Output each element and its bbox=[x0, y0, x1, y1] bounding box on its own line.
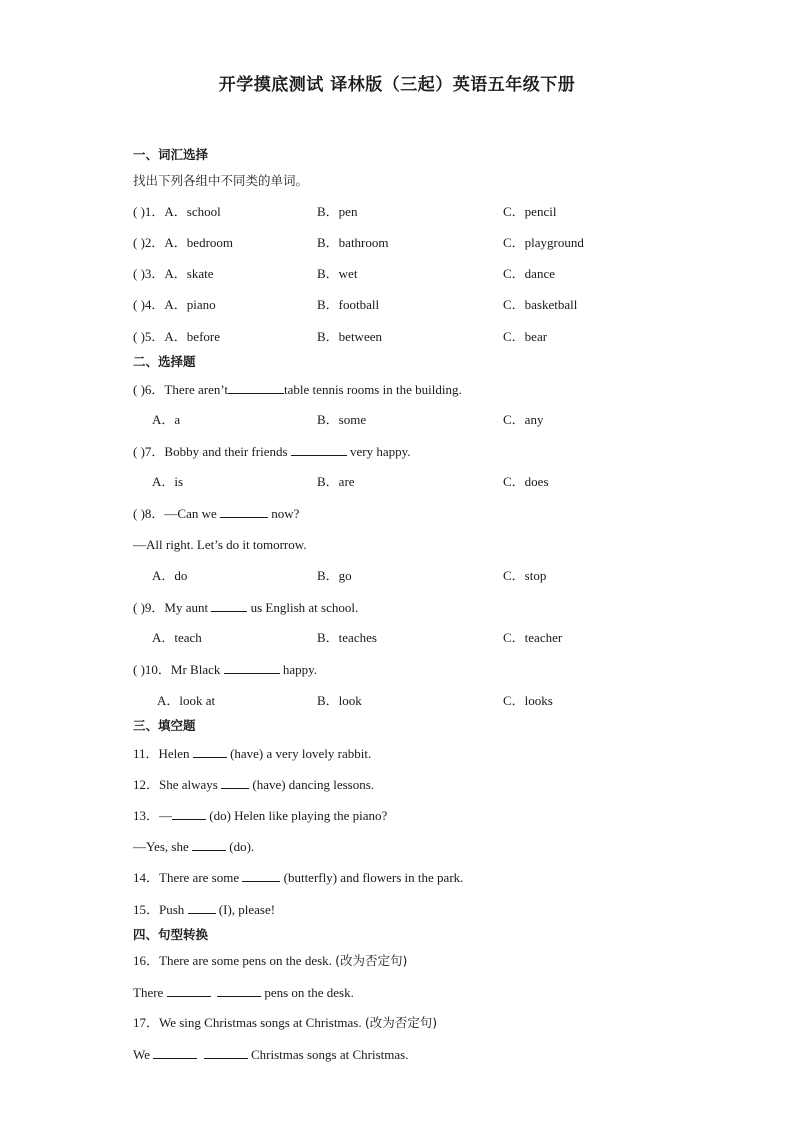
question-2-option-b: B．bathroom bbox=[317, 235, 389, 250]
question-17-answer-pre: We bbox=[133, 1047, 154, 1062]
question-8-option-a: A．do bbox=[152, 568, 188, 583]
question-16-answer-line bbox=[133, 984, 354, 1001]
question-6-option-c: C．any bbox=[503, 412, 544, 427]
question-8-post: now? bbox=[268, 506, 300, 521]
question-3-option-b: B．wet bbox=[317, 266, 358, 281]
question-14-post: (butterfly) and flowers in the park. bbox=[280, 870, 464, 885]
question-10-option-a: A．look at bbox=[157, 693, 216, 708]
answer-blank[interactable] bbox=[172, 807, 206, 820]
section-heading-vocabulary: 一、词汇选择 bbox=[133, 147, 209, 162]
question-9-post: us English at school. bbox=[247, 600, 359, 615]
answer-blank[interactable] bbox=[242, 869, 280, 882]
answer-blank[interactable] bbox=[192, 838, 226, 851]
question-16 bbox=[133, 953, 407, 969]
answer-blank[interactable] bbox=[224, 661, 280, 674]
question-8-option-c: C．stop bbox=[503, 568, 547, 583]
question-1-stem: ( )1．A．school bbox=[133, 204, 221, 219]
question-6-option-b: B．some bbox=[317, 412, 367, 427]
question-14-pre: 14．There are some bbox=[133, 870, 243, 885]
question-8 bbox=[133, 505, 299, 522]
question-12-post: (have) dancing lessons. bbox=[249, 777, 375, 792]
question-10-post: happy. bbox=[279, 662, 318, 677]
question-2-option-c: C．playground bbox=[503, 235, 584, 250]
question-9-option-c: C．teacher bbox=[503, 630, 563, 645]
question-16-answer-post: pens on the desk. bbox=[261, 985, 354, 1000]
question-5-option-c: C．bear bbox=[503, 329, 548, 344]
answer-blank[interactable] bbox=[211, 599, 247, 612]
question-8-pre: ( )8．—Can we bbox=[133, 506, 221, 521]
question-11 bbox=[133, 745, 371, 762]
question-7-pre: ( )7．Bobby and their friends bbox=[133, 444, 291, 459]
question-6-post: table tennis rooms in the building. bbox=[284, 382, 462, 397]
question-5-option-b: B．between bbox=[317, 329, 382, 344]
question-8-reply: —All right. Let’s do it tomorrow. bbox=[133, 537, 307, 552]
answer-blank[interactable] bbox=[228, 381, 284, 394]
question-13-post: (do) Helen like playing the piano? bbox=[206, 808, 388, 823]
question-6-option-a: A．a bbox=[152, 412, 181, 427]
question-13-reply-pre: —Yes, she bbox=[133, 839, 192, 854]
question-10 bbox=[133, 661, 317, 678]
question-13 bbox=[133, 807, 387, 824]
question-4-option-c: C．basketball bbox=[503, 297, 578, 312]
answer-blank[interactable] bbox=[153, 1046, 197, 1059]
question-16-text: 16．There are some pens on the desk. bbox=[133, 953, 336, 968]
question-4-stem: ( )4．A．piano bbox=[133, 297, 216, 312]
answer-blank[interactable] bbox=[220, 505, 268, 518]
question-13-reply bbox=[133, 838, 254, 855]
question-1-option-c: C．pencil bbox=[503, 204, 557, 219]
question-10-option-c: C．looks bbox=[503, 693, 553, 708]
question-14 bbox=[133, 869, 463, 886]
question-10-option-b: B．look bbox=[317, 693, 362, 708]
section-heading-choice: 二、选择题 bbox=[133, 354, 196, 369]
question-9-option-b: B．teaches bbox=[317, 630, 377, 645]
question-13-pre: 13．— bbox=[133, 808, 173, 823]
answer-blank[interactable] bbox=[193, 745, 227, 758]
question-12 bbox=[133, 776, 374, 793]
answer-blank[interactable] bbox=[188, 901, 216, 914]
question-7-option-c: C．does bbox=[503, 474, 549, 489]
question-1-option-b: B．pen bbox=[317, 204, 358, 219]
question-7-option-a: A．is bbox=[152, 474, 184, 489]
question-15-pre: 15．Push bbox=[133, 902, 188, 917]
question-4-option-b: B．football bbox=[317, 297, 380, 312]
question-11-post: (have) a very lovely rabbit. bbox=[226, 746, 372, 761]
answer-blank[interactable] bbox=[217, 984, 261, 997]
question-11-pre: 11．Helen bbox=[133, 746, 193, 761]
section-heading-fill-in: 三、填空题 bbox=[133, 718, 196, 733]
answer-blank[interactable] bbox=[221, 776, 249, 789]
question-17-text: 17．We sing Christmas songs at Christmas. bbox=[133, 1015, 365, 1030]
question-13-reply-post: (do). bbox=[226, 839, 255, 854]
question-12-pre: 12．She always bbox=[133, 777, 222, 792]
question-3-stem: ( )3．A．skate bbox=[133, 266, 214, 281]
question-17 bbox=[133, 1015, 437, 1031]
question-3-option-c: C．dance bbox=[503, 266, 555, 281]
question-17-note: (改为否定句) bbox=[364, 1015, 438, 1030]
section-heading-transformation: 四、句型转换 bbox=[133, 927, 209, 942]
question-15 bbox=[133, 901, 275, 918]
question-17-answer-line bbox=[133, 1046, 408, 1063]
question-8-option-b: B．go bbox=[317, 568, 352, 583]
question-16-note: (改为否定句) bbox=[335, 953, 408, 968]
question-6-pre: ( )6．There aren’t bbox=[133, 382, 229, 397]
question-7 bbox=[133, 443, 411, 460]
answer-blank[interactable] bbox=[167, 984, 211, 997]
question-16-answer-pre: There bbox=[133, 985, 167, 1000]
question-7-option-b: B．are bbox=[317, 474, 355, 489]
question-9-option-a: A．teach bbox=[152, 630, 202, 645]
question-7-post: very happy. bbox=[346, 444, 411, 459]
question-9 bbox=[133, 599, 358, 616]
section-instruction: 找出下列各组中不同类的单词。 bbox=[133, 173, 309, 188]
question-6 bbox=[133, 381, 462, 398]
question-2-stem: ( )2．A．bedroom bbox=[133, 235, 234, 250]
question-17-answer-post: Christmas songs at Christmas. bbox=[247, 1047, 409, 1062]
question-10-pre: ( )10．Mr Black bbox=[133, 662, 224, 677]
answer-blank[interactable] bbox=[291, 443, 347, 456]
answer-blank[interactable] bbox=[204, 1046, 248, 1059]
page-title: 开学摸底测试 译林版（三起）英语五年级下册 bbox=[218, 75, 576, 95]
question-5-stem: ( )5．A．before bbox=[133, 329, 220, 344]
question-15-post: (I), please! bbox=[215, 902, 276, 917]
question-9-pre: ( )9．My aunt bbox=[133, 600, 212, 615]
